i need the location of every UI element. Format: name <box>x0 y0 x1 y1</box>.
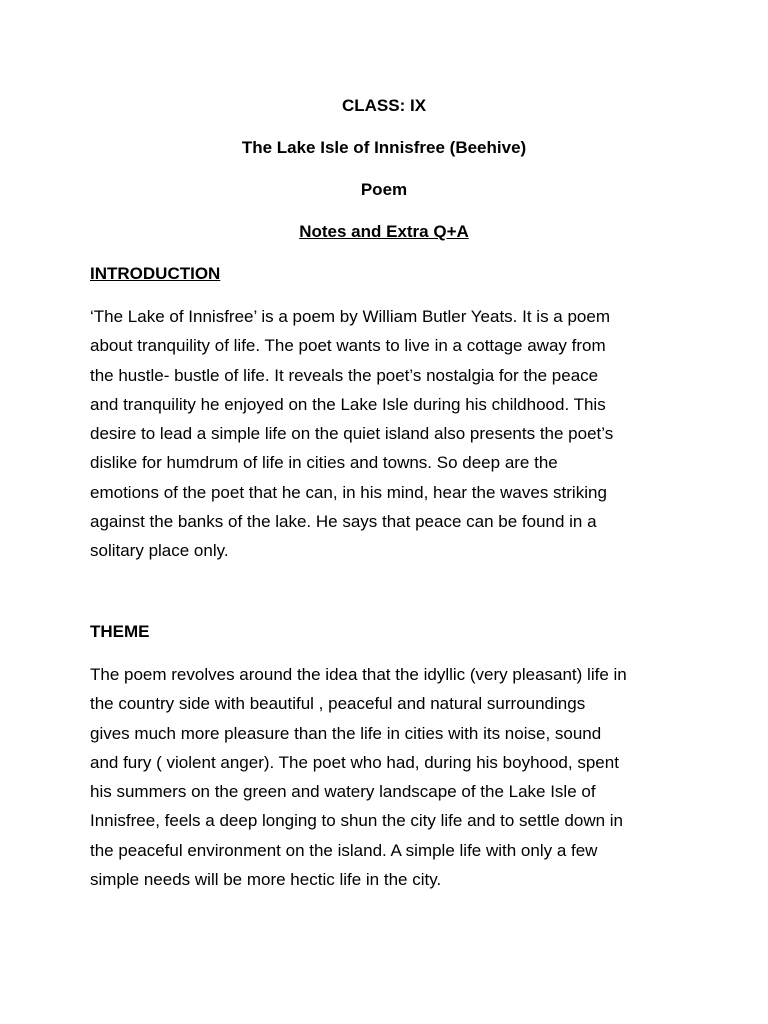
paragraph-line: emotions of the poet that he can, in his mind, hear the waves striking <box>90 482 607 502</box>
paragraph-line: the country side with beautiful , peaceful and natural surroundings <box>90 694 586 714</box>
paragraph-line: about tranquility of life. The poet wants to live in a cottage away from <box>90 336 606 356</box>
paragraph-line: desire to lead a simple life on the quiet island also presents the poet’s <box>90 424 614 444</box>
paragraph-line: the hustle- bustle of life. It reveals the poet’s nostalgia for the peace <box>90 365 599 385</box>
class-label: CLASS: IX <box>341 96 427 115</box>
document-title: The Lake Isle of Innisfree (Beehive) <box>241 138 527 157</box>
paragraph-line: the peaceful environment on the island. A simple life with only a few <box>90 840 598 860</box>
document-subtitle: Poem <box>360 180 408 199</box>
theme-paragraph <box>90 660 690 894</box>
paragraph-line: and tranquility he enjoyed on the Lake Isle during his childhood. This <box>90 394 606 414</box>
paragraph-line: against the banks of the lake. He says that peace can be found in a <box>90 512 597 532</box>
paragraph-line: and fury ( violent anger). The poet who had, during his boyhood, spent <box>90 752 619 772</box>
paragraph-line: The poem revolves around the idea that the idyllic (very pleasant) life in <box>90 665 627 684</box>
paragraph-line: Innisfree, feels a deep longing to shun the city life and to settle down in <box>90 811 624 831</box>
paragraph-line: dislike for humdrum of life in cities and towns. So deep are the <box>90 453 558 473</box>
paragraph-line: gives much more pleasure than the life in cities with its noise, sound <box>90 723 602 743</box>
introduction-heading: INTRODUCTION <box>90 264 221 283</box>
introduction-paragraph <box>90 302 690 566</box>
theme-heading: THEME <box>90 622 150 641</box>
paragraph-line: simple needs will be more hectic life in the city. <box>90 870 442 890</box>
paragraph-line: ‘The Lake of Innisfree’ is a poem by William Butler Yeats. It is a poem <box>90 307 611 326</box>
paragraph-line: his summers on the green and watery landscape of the Lake Isle of <box>90 782 596 802</box>
notes-heading: Notes and Extra Q+A <box>299 222 469 241</box>
paragraph-line: solitary place only. <box>90 541 229 561</box>
